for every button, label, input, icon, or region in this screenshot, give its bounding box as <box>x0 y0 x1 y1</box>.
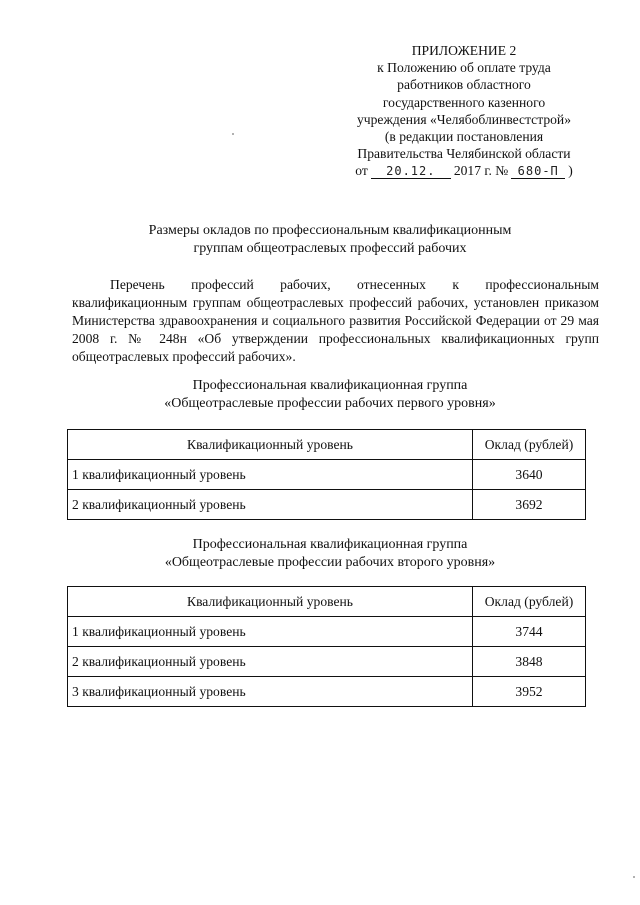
salary-cell: 3744 <box>473 617 586 647</box>
date-prefix: от <box>355 163 368 179</box>
document-title-line: Размеры окладов по профессиональным квалификационным <box>148 223 512 238</box>
salary-cell: 3952 <box>473 677 586 707</box>
appendix-line: учреждения «Челябоблинвестстрой» <box>357 111 571 127</box>
table-row <box>68 647 586 677</box>
table-row <box>68 677 586 707</box>
group-title-second-level <box>60 536 600 572</box>
column-header-level: Квалификационный уровень <box>68 430 473 460</box>
appendix-title: ПРИЛОЖЕНИЕ 2 <box>411 43 517 58</box>
column-header-salary: Оклад (рублей) <box>473 430 586 460</box>
level-cell: 1 квалификационный уровень <box>68 617 473 647</box>
appendix-line: работников областного <box>397 77 531 93</box>
date-field <box>371 164 451 179</box>
salary-cell: 3640 <box>473 460 586 490</box>
appendix-line: государственного казенного <box>382 94 546 110</box>
close-paren: ) <box>568 163 573 179</box>
number-value: 680-П <box>517 164 559 179</box>
salary-cell: 3848 <box>473 647 586 677</box>
table-row <box>68 490 586 520</box>
appendix-line: к Положению об оплате труда <box>377 60 551 76</box>
group-title-line: «Общеотраслевые профессии рабочих второго уровня» <box>164 555 496 570</box>
scan-speck <box>633 876 635 878</box>
column-header-salary: Оклад (рублей) <box>473 587 586 617</box>
intro-paragraph: Перечень профессий рабочих, отнесенных к профессиональным квалификационным группам общеотраслевых профессий рабочих, установлен приказом Министерства здравоохранения и социального развития Российской Федерации от 29 мая 2008 г. № 248н «Об утверждении профессиональных квалификационных групп общеотраслевых профессий рабочих». <box>72 277 599 364</box>
date-value: 20.12. <box>386 164 436 179</box>
table-header-row <box>68 587 586 617</box>
group-title-line: Профессиональная квалификационная группа <box>192 537 468 552</box>
scan-speck <box>232 133 234 135</box>
appendix-date-line <box>335 162 593 179</box>
year-text: 2017 г. № <box>453 163 509 179</box>
appendix-header <box>335 42 593 180</box>
group-title-line: Профессиональная квалификационная группа <box>192 378 468 393</box>
document-title <box>60 222 600 258</box>
level-cell: 2 квалификационный уровень <box>68 490 473 520</box>
salary-cell: 3692 <box>473 490 586 520</box>
group-title-first-level <box>60 377 600 413</box>
table-row <box>68 460 586 490</box>
appendix-line: Правительства Челябинской области <box>357 146 571 162</box>
column-header-level: Квалификационный уровень <box>68 587 473 617</box>
document-title-line: группам общеотраслевых профессий рабочих <box>193 241 467 256</box>
salary-table-second-level <box>67 586 586 707</box>
appendix-line: (в редакции постановления <box>384 129 544 145</box>
level-cell: 1 квалификационный уровень <box>68 460 473 490</box>
table-header-row <box>68 430 586 460</box>
table-row <box>68 617 586 647</box>
number-field <box>511 164 565 179</box>
level-cell: 2 квалификационный уровень <box>68 647 473 677</box>
salary-table-first-level <box>67 429 586 520</box>
group-title-line: «Общеотраслевые профессии рабочих первого уровня» <box>164 396 496 411</box>
level-cell: 3 квалификационный уровень <box>68 677 473 707</box>
